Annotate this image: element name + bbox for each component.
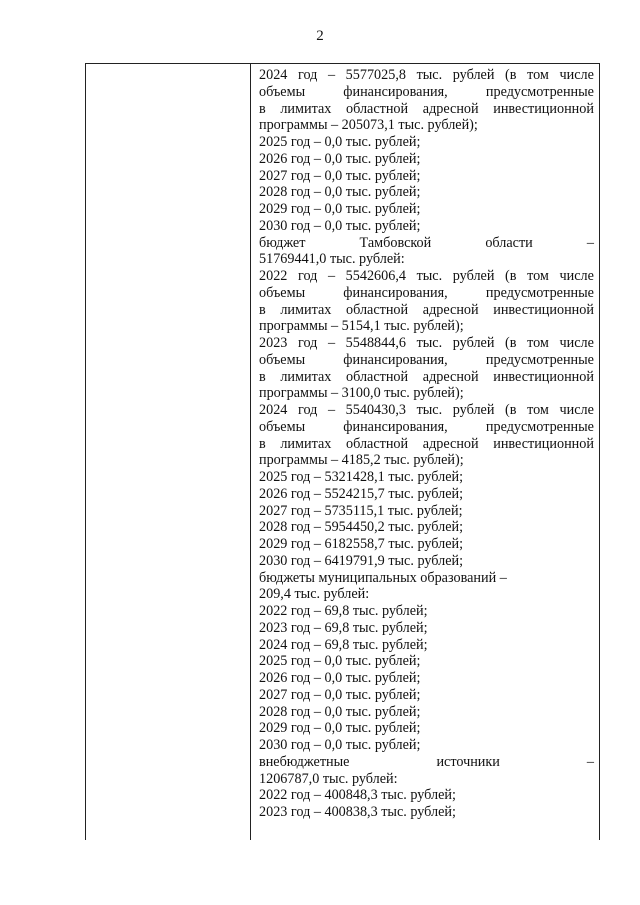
text-word: год [297, 67, 318, 83]
text-word: 2023 [259, 335, 288, 351]
text-line: 51769441,0 тыс. рублей: [259, 251, 405, 268]
text-word: том [527, 335, 549, 351]
text-line: программы – 4185,2 тыс. рублей); [259, 452, 464, 469]
text-line [259, 402, 594, 419]
text-word: в [259, 301, 266, 318]
document-table [85, 63, 600, 840]
text-line [259, 369, 594, 386]
text-word: числе [559, 67, 594, 83]
text-line: программы – 5154,1 тыс. рублей); [259, 318, 464, 335]
text-line [259, 335, 594, 352]
text-word: источники [436, 753, 500, 770]
text-word: – [327, 402, 336, 418]
text-word: – [327, 268, 336, 284]
text-word: в [259, 100, 266, 117]
text-line: 2028 год – 0,0 тыс. рублей; [259, 184, 421, 201]
text-line: 2022 год – 69,8 тыс. рублей; [259, 603, 428, 619]
text-line [259, 285, 594, 302]
text-word: инвестиционной [493, 368, 594, 385]
text-word: в [259, 435, 266, 452]
text-word: объемы [259, 351, 306, 368]
text-word: тыс. [416, 67, 443, 83]
text-word: числе [559, 402, 594, 418]
text-word: 5577025,8 [345, 67, 406, 83]
text-word: инвестиционной [493, 435, 594, 452]
text-word: тыс. [416, 268, 443, 284]
text-line: 2025 год – 0,0 тыс. рублей; [259, 134, 421, 150]
text-line: 2023 год – 69,8 тыс. рублей; [259, 619, 428, 636]
text-word: тыс. [416, 402, 443, 418]
text-line: 2026 год – 0,0 тыс. рублей; [259, 670, 421, 686]
text-line: 2027 год – 5735115,1 тыс. рублей; [259, 502, 463, 519]
text-line: 2030 год – 0,0 тыс. рублей; [259, 217, 421, 234]
text-word: рублей [452, 67, 495, 83]
text-word: финансирования, [343, 83, 448, 100]
text-line: программы – 205073,1 тыс. рублей); [259, 117, 478, 134]
text-line: 209,4 тыс. рублей: [259, 586, 370, 603]
text-word: – [586, 234, 594, 251]
text-word: лимитах [280, 435, 332, 452]
text-word: – [327, 67, 336, 83]
text-word: областной [346, 368, 409, 385]
text-word: рублей [452, 335, 495, 351]
text-word: 5542606,4 [345, 268, 406, 284]
text-line: 1206787,0 тыс. рублей: [259, 770, 398, 787]
text-line: 2025 год – 0,0 тыс. рублей; [259, 653, 421, 670]
table-left-cell [86, 64, 251, 840]
text-word: областной [346, 100, 409, 117]
text-line [259, 419, 594, 436]
text-line [259, 67, 594, 84]
text-word: предусмотренные [485, 418, 594, 435]
text-word: – [586, 753, 594, 770]
text-line: программы – 3100,0 тыс. рублей); [259, 385, 464, 402]
text-word: предусмотренные [485, 284, 594, 301]
text-word: адресной [422, 368, 479, 385]
text-word: объемы [259, 83, 306, 100]
text-word: том [527, 402, 549, 418]
text-line: 2030 год – 0,0 тыс. рублей; [259, 737, 421, 753]
text-line: 2029 год – 0,0 тыс. рублей; [259, 720, 421, 737]
text-word: финансирования, [343, 418, 448, 435]
text-line: бюджеты муниципальных образований – [259, 569, 507, 586]
text-word: лимитах [280, 301, 332, 318]
text-word: год [297, 335, 318, 351]
text-word: объемы [259, 284, 306, 301]
text-word: областной [346, 301, 409, 318]
text-word: 5548844,6 [345, 335, 406, 351]
text-word: внебюджетные [259, 753, 350, 770]
text-line [259, 235, 594, 252]
table-right-cell [259, 67, 594, 821]
text-line [259, 352, 594, 369]
text-line: 2028 год – 5954450,2 тыс. рублей; [259, 519, 464, 536]
text-line [259, 754, 594, 771]
text-word: рублей [452, 268, 495, 284]
text-line: 2027 год – 0,0 тыс. рублей; [259, 167, 421, 184]
text-word: области [485, 234, 533, 251]
text-line [259, 268, 594, 285]
page-number: 2 [316, 28, 324, 44]
text-word: тыс. [416, 335, 443, 351]
text-word: предусмотренные [485, 83, 594, 100]
text-word: (в [505, 335, 517, 351]
text-word: Тамбовской [359, 234, 432, 251]
text-word: 2022 [259, 268, 288, 284]
text-word: инвестиционной [493, 100, 594, 117]
text-line [259, 436, 594, 453]
text-word: год [297, 268, 318, 284]
text-line [259, 84, 594, 101]
text-word: (в [505, 67, 517, 83]
text-word: год [297, 402, 318, 418]
text-word: (в [505, 268, 517, 284]
text-line: 2026 год – 5524215,7 тыс. рублей; [259, 485, 464, 502]
text-word: 2024 [259, 67, 288, 83]
text-word: 2024 [259, 402, 288, 418]
text-word: адресной [422, 301, 479, 318]
text-line: 2024 год – 69,8 тыс. рублей; [259, 636, 428, 653]
text-line [259, 302, 594, 319]
text-word: объемы [259, 418, 306, 435]
text-word: бюджет [259, 234, 306, 251]
text-word: числе [559, 335, 594, 351]
text-word: числе [559, 268, 594, 284]
text-word: том [527, 268, 549, 284]
text-word: адресной [422, 100, 479, 117]
text-line: 2027 год – 0,0 тыс. рублей; [259, 686, 421, 703]
text-word: лимитах [280, 100, 332, 117]
text-word: (в [505, 402, 517, 418]
text-word: том [527, 67, 549, 83]
text-word: предусмотренные [485, 351, 594, 368]
text-word: рублей [452, 402, 495, 418]
text-word: лимитах [280, 368, 332, 385]
text-line: 2029 год – 6182558,7 тыс. рублей; [259, 536, 464, 552]
text-word: в [259, 368, 266, 385]
text-word: адресной [422, 435, 479, 452]
text-line: 2026 год – 0,0 тыс. рублей; [259, 150, 421, 167]
text-word: 5540430,3 [345, 402, 406, 418]
text-line: 2030 год – 6419791,9 тыс. рублей; [259, 552, 464, 569]
text-word: финансирования, [343, 284, 448, 301]
text-word: областной [346, 435, 409, 452]
text-line: 2022 год – 400848,3 тыс. рублей; [259, 787, 456, 804]
text-line: 2023 год – 400838,3 тыс. рублей; [259, 804, 456, 820]
text-line: 2025 год – 5321428,1 тыс. рублей; [259, 469, 464, 485]
text-word: – [327, 335, 336, 351]
text-line: 2028 год – 0,0 тыс. рублей; [259, 703, 421, 720]
text-word: финансирования, [343, 351, 448, 368]
text-word: инвестиционной [493, 301, 594, 318]
text-line: 2029 год – 0,0 тыс. рублей; [259, 201, 421, 217]
text-line [259, 101, 594, 118]
